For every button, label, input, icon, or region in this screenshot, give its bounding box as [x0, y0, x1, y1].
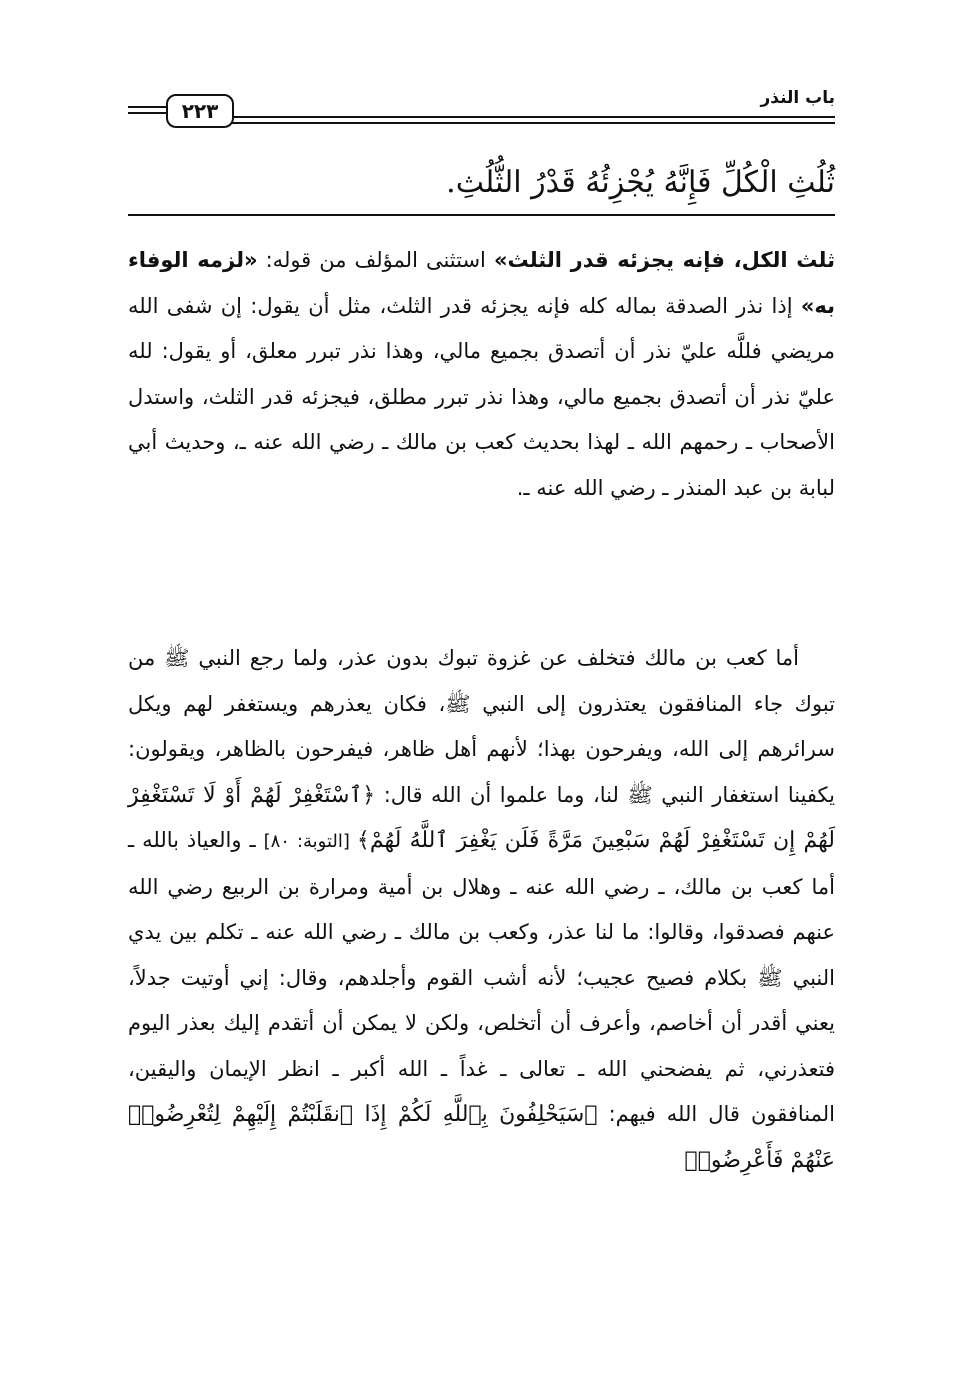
header-rule-left-bottom	[128, 112, 166, 114]
page-header	[128, 88, 835, 132]
header-rule-right-top	[230, 116, 835, 118]
quran-verse: ﴿سَيَحْلِفُونَ بِٱللَّهِ لَكُمْ إِذَا ٱنقَلَبْتُمْ إِلَيْهِمْ لِتُعْرِضُوا۟ عَنْهُمْ فَأَعْرِضُوا۟	[128, 1102, 835, 1173]
commentary-paragraph-2	[128, 636, 835, 1183]
header-rule-left-top	[128, 106, 166, 108]
commentary-text: إذا نذر الصدقة بماله كله فإنه يجزئه قدر الثلث، مثل أن يقول: إن شفى الله مريضي فللَّه عليّ نذر أن أتصدق بجميع مالي، وهذا نذر تبرر معلق، أو يقول: لله عليّ نذر أن أتصدق بجميع مالي، وهذا نذر تبرر مطلق، فيجزئه قدر الثلث، واستدل الأصحاب ـ رحمهم الله ـ لهذا بحديث كعب بن مالك ـ رضي الله عنه ـ، وحديث أبي لبابة بن عبد المنذر ـ رضي الله عنه ـ.	[128, 293, 835, 500]
commentary-lead-bold: ثلث الكل، فإنه يجزئه قدر الثلث»	[493, 248, 835, 272]
page-number: ٢٢٣	[166, 94, 234, 128]
header-rule-right-bottom	[230, 122, 835, 124]
commentary-text: ـ والعياذ بالله ـ أما كعب بن مالك، ـ رضي الله عنه ـ وهلال بن أمية ومرارة بن الربيع رضي الله عنهم فصدقوا، وقالوا: ما لنا عذر، وكعب بن مالك ـ رضي الله عنه ـ تكلم بين يدي النبي ﷺ بكلام فصيح عجيب؛ لأنه أشب القوم وأجلدهم، وقال: إني أوتيت جدلاً، يعني أقدر أن أخاصم، وأعرف أن أتخلص، ولكن لا يمكن أن أتقدم إليك بعذر اليوم فتعذرني، ثم يفضحني الله ـ تعالى ـ غداً ـ الله أكبر ـ انظر الإيمان واليقين، المنافقون قال الله فيهم:	[128, 828, 835, 1126]
matn-text: ثُلُثِ الْكُلِّ فَإِنَّهُ يُجْزِئُهُ قَدْرُ الثُّلُثِ.	[446, 165, 835, 200]
quran-verse: ﴿ٱسْتَغْفِرْ لَهُمْ أَوْ لَا تَسْتَغْفِرْ لَهُمْ إِن تَسْتَغْفِرْ لَهُمْ سَبْعِينَ مَرَّةً فَلَن يَغْفِرَ ٱللَّهُ لَهُمْ﴾	[128, 782, 835, 853]
chapter-title: باب النذر	[760, 88, 835, 108]
commentary-quote-bold: «لزمه الوفاء به»	[128, 248, 835, 318]
commentary-paragraph-1	[128, 238, 835, 511]
separator-line	[128, 214, 835, 216]
commentary-text: أما كعب بن مالك فتخلف عن غزوة تبوك بدون عذر، ولما رجع النبي ﷺ من تبوك جاء المنافقون يعتذرون إلى النبي ﷺ، فكان يعذرهم ويستغفر لهم ويكل سرائرهم إلى الله، ويفرحون بهذا؛ لأنهم أهل ظاهر، فيفرحون بالظاهر، ويقولون: يكفينا استغفار النبي ﷺ لنا، وما علموا أن الله قال:	[128, 646, 835, 807]
verse-reference: [التوبة: ٨٠]	[263, 831, 357, 852]
commentary-text: استثنى المؤلف من قوله:	[257, 248, 494, 272]
